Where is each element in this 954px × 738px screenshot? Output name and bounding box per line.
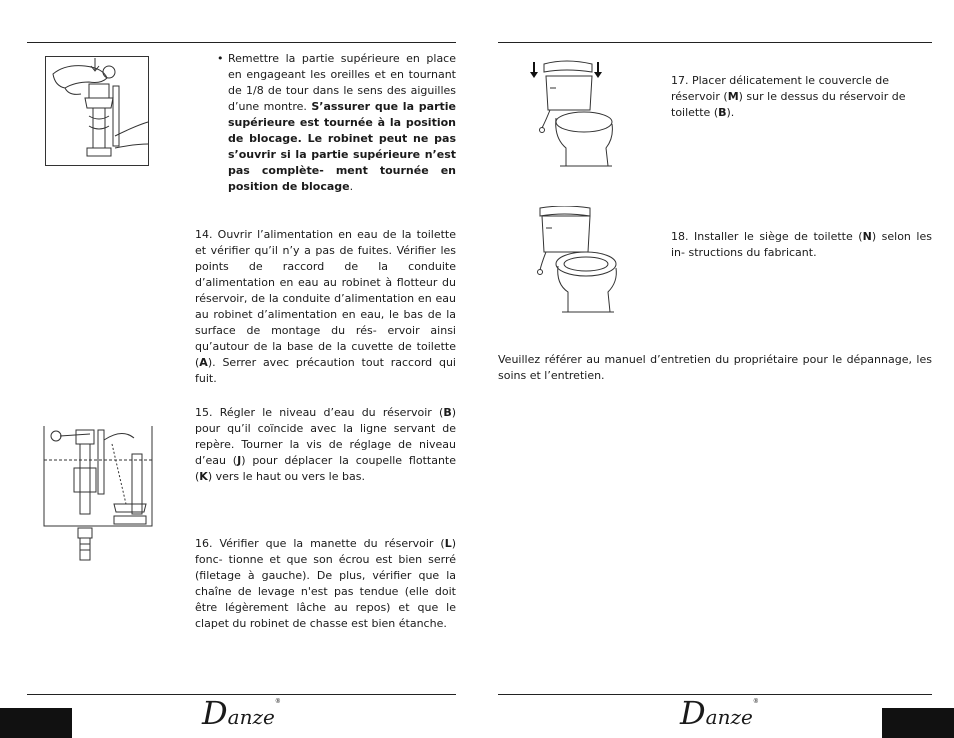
step-14-ref-a: A: [199, 356, 208, 369]
step-17-ref-b: B: [718, 106, 727, 119]
step-14-text-end: ). Serrer avec précaution tout raccord qui fuit.: [195, 356, 456, 385]
logo-text: anze: [227, 705, 275, 729]
step-16-ref-l: L: [444, 537, 452, 550]
logo-trademark: ®: [752, 698, 759, 705]
step-17-paragraph: [671, 73, 932, 121]
step-14-paragraph: [195, 227, 456, 387]
logo-trademark: ®: [274, 698, 281, 705]
step-16-text-b: ) fonc- tionne et que son écrou est bien serré (filetage à gauche). De plus, vérifier que la chaîne de levage n'est pas tendue (elle doit être légèrement lâche au repos) et que le clapet du robinet de chasse est bien étanche.: [195, 537, 456, 630]
step-15-text-c: ) pour déplacer la coupelle flottante (: [195, 454, 456, 483]
step-17-text-b: ) sur le dessus du réservoir de toilette (: [671, 90, 906, 119]
step-16-text-a: 16. Vérifier que la manette du réservoir (: [195, 537, 445, 550]
step-15-ref-k: K: [199, 470, 208, 483]
step-15-text-b: ) pour qu’il coïncide avec la ligne servant de repère. Tourner la vis de réglage de niveau d’eau (: [195, 406, 456, 467]
bullet-text-bold: S’assurer que la partie supérieure est tournée à la position de blocage. Le robinet peut ne pas s’ouvrir si la partie supérieure n’est pas complète- ment tournée en position de blocage: [228, 100, 456, 193]
maintenance-note: Veuillez référer au manuel d’entretien du propriétaire pour le dépannage, les soins et l’entretien.: [498, 353, 932, 382]
step-16-paragraph: [195, 536, 456, 632]
bullet-text: Remettre la partie supérieure en place en engageant les oreilles et en tournant de 1/8 de tour dans le sens des aiguilles d’une montre.: [228, 52, 456, 113]
danze-logo-right: [680, 694, 759, 732]
footer-tab-left: [0, 708, 72, 738]
step-14-text: 14. Ouvrir l’alimentation en eau de la toilette et vérifier qu’il n’y a pas de fuites. Vérifier les points de raccord de la conduite d’alimentation en eau au robinet à flotteur du réservoir, de la conduite d’alimentation en eau au robinet d’alimentation en eau, le bas de la surface de montage du rés- ervoir ainsi qu’autour de la base de la cuvette de toilette (: [195, 228, 456, 369]
logo-initial: D: [680, 694, 706, 732]
bullet-paragraph: [228, 51, 456, 195]
step-18-text-b: ) selon les in- structions du fabricant.: [671, 230, 932, 259]
bullet-text-end: .: [349, 180, 354, 193]
logo-text: anze: [705, 705, 753, 729]
danze-logo-left: [202, 694, 281, 732]
step-15-text-a: 15. Régler le niveau d’eau du réservoir (: [195, 406, 444, 419]
step-18-ref-n: N: [862, 230, 872, 243]
step-15-paragraph: [195, 405, 456, 485]
step-18-paragraph: [671, 229, 932, 261]
footer-tab-right: [882, 708, 954, 738]
figure-toilet-lid: [526, 58, 620, 174]
step-17-ref-m: M: [727, 90, 739, 103]
step-17-text-a: 17. Placer délicatement le couvercle de réservoir (: [671, 74, 889, 103]
figure-tank-interior: [42, 424, 154, 564]
figure-valve-top-hand: [45, 56, 149, 166]
step-15-ref-b: B: [443, 406, 452, 419]
figure-toilet-seat: [534, 206, 620, 318]
top-rule-left: [27, 42, 456, 43]
logo-initial: D: [202, 694, 228, 732]
step-15-text-d: ) vers le haut ou vers le bas.: [207, 470, 365, 483]
bullet-marker: •: [217, 52, 224, 65]
top-rule-right: [498, 42, 932, 43]
step-15-ref-j: J: [237, 454, 242, 467]
step-18-text-a: 18. Installer le siège de toilette (: [671, 230, 863, 243]
step-17-text-c: ).: [726, 106, 735, 119]
